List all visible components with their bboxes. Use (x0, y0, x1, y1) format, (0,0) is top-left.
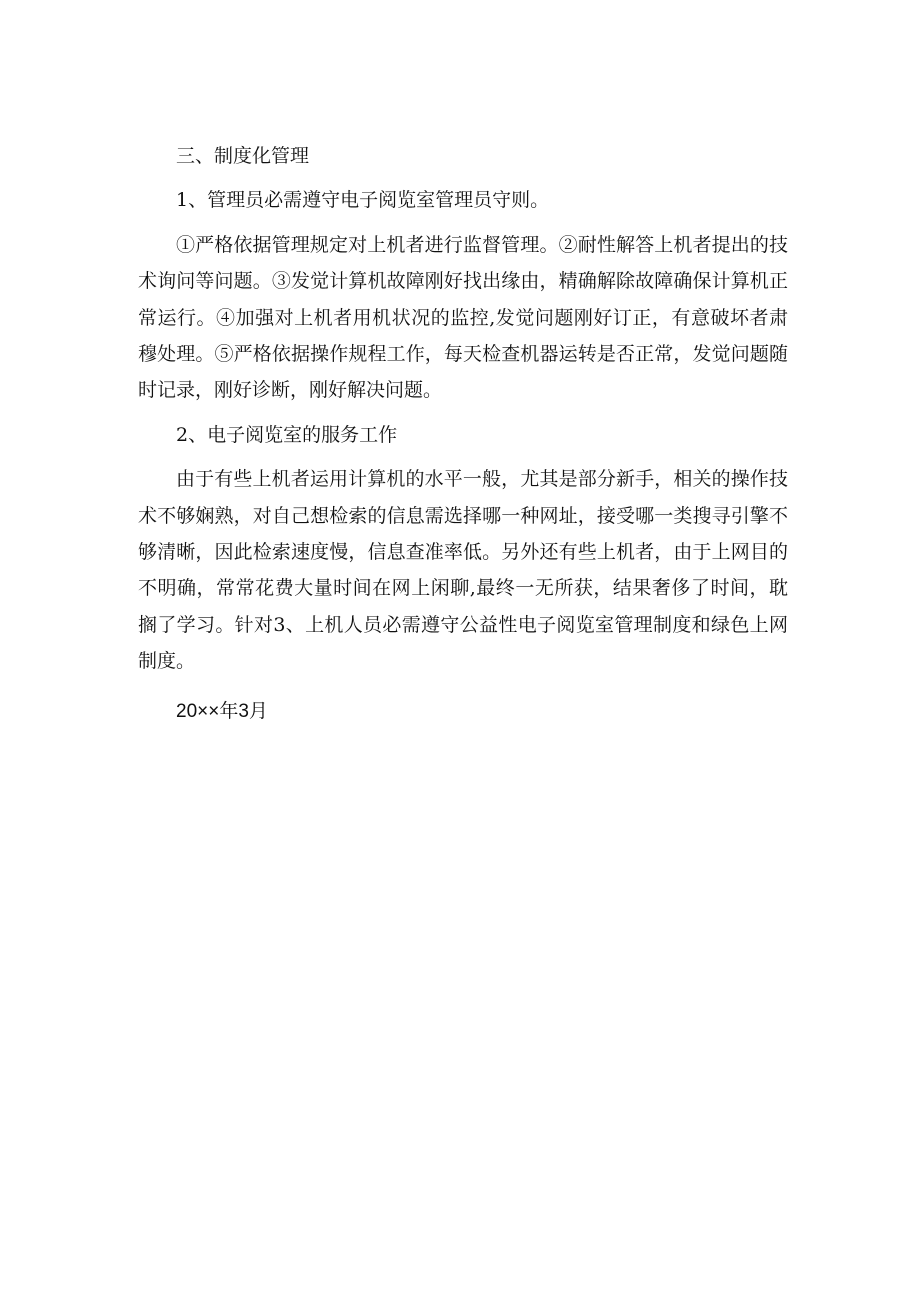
item1-heading: 1、管理员必需遵守电子阅览室管理员守则。 (176, 189, 550, 212)
item1-body: ①严格依据管理规定对上机者进行监督管理。②耐性解答上机者提出的技术询问等问题。③发觉计算机故障刚好找出缘由，精确解除故障确保计算机正常运行。④加强对上机者用机状况的监控,发觉问题刚好订正，有意破坏者肃穆处理。⑤严格依据操作规程工作，每天检查机器运转是否正常，发觉问题随时记录，刚好诊断，刚好解决问题。 (138, 233, 788, 402)
item2-body: 由于有些上机者运用计算机的水平一般，尤其是部分新手，相关的操作技术不够娴熟，对自己想检索的信息需选择哪一种网址，接受哪一类搜寻引擎不够清晰，因此检索速度慢，信息查准率低。另外还有些上机者，由于上网目的不明确，常常花费大量时间在网上闲聊,最终一无所获，结果奢侈了时间，耽搁了学习。针对3、上机人员必需遵守公益性电子阅览室管理制度和绿色上网制度。 (138, 468, 788, 673)
document-date: 20××年3月 (176, 700, 268, 722)
section-heading: 三、制度化管理 (176, 145, 310, 167)
item2-heading: 2、电子阅览室的服务工作 (176, 423, 398, 446)
document-body (138, 138, 788, 730)
